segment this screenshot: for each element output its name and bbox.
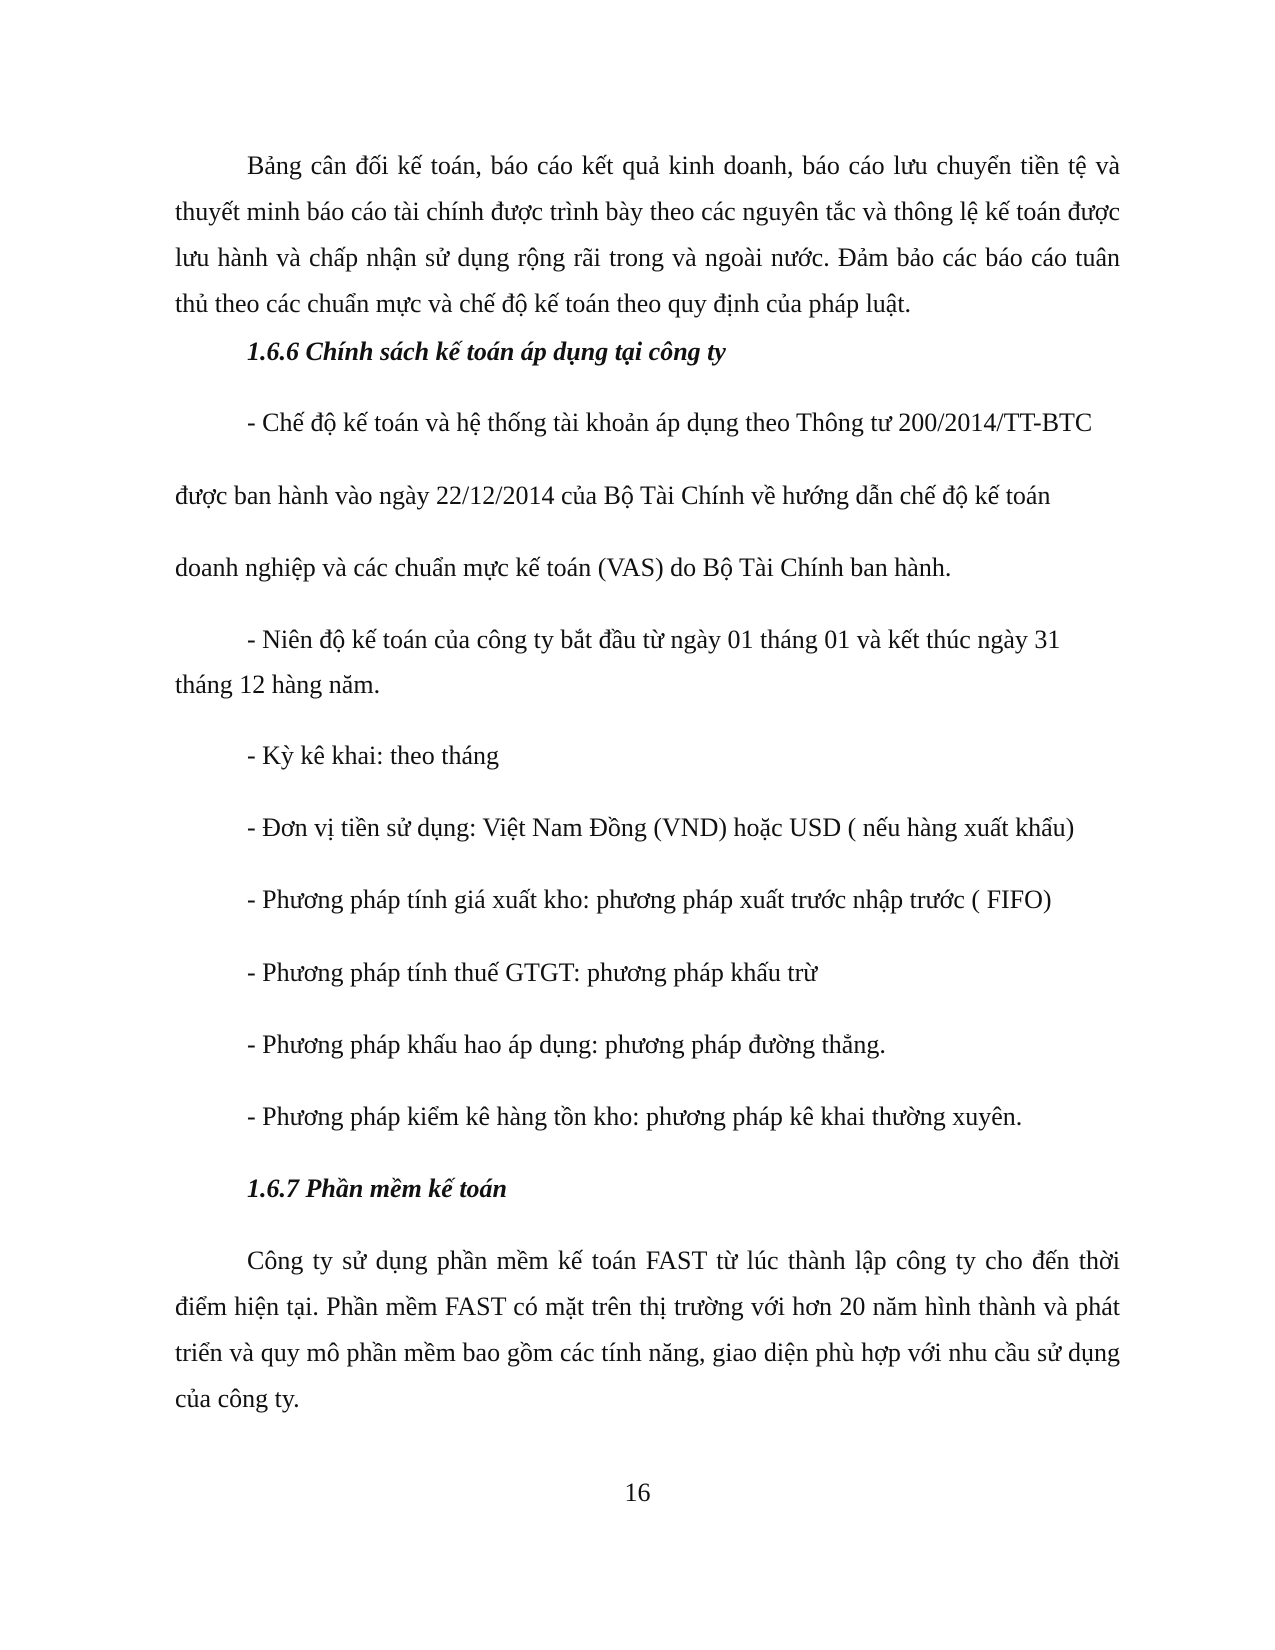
section-heading-1-6-7: 1.6.7 Phần mềm kế toán bbox=[247, 1174, 508, 1203]
list-item-vat-method: - Phương pháp tính thuế GTGT: phương pháp khấu trừ bbox=[247, 958, 818, 987]
fiscal-year-line-1: - Niên độ kế toán của công ty bắt đầu từ ngày 01 tháng 01 và kết thúc ngày 31 bbox=[247, 625, 1061, 654]
intro-paragraph: Bảng cân đối kế toán, báo cáo kết quả kinh doanh, báo cáo lưu chuyển tiền tệ và thuyết minh báo cáo tài chính được trình bày theo các nguyên tắc và thông lệ kế toán được lưu hành và chấp nhận sử dụng rộng rãi trong và ngoài nước. Đảm bảo các báo cáo tuân thủ theo các chuẩn mực và chế độ kế toán theo quy định của pháp luật. bbox=[175, 151, 1120, 318]
page-number: 16 bbox=[624, 1478, 651, 1507]
list-item-depreciation: - Phương pháp khấu hao áp dụng: phương pháp đường thẳng. bbox=[247, 1030, 886, 1059]
section-heading-1-6-6: 1.6.6 Chính sách kế toán áp dụng tại công ty bbox=[247, 337, 726, 366]
policy-regime-line-3: doanh nghiệp và các chuẩn mực kế toán (VAS) do Bộ Tài Chính ban hành. bbox=[175, 553, 952, 582]
list-item-inventory-costing: - Phương pháp tính giá xuất kho: phương pháp xuất trước nhập trước ( FIFO) bbox=[247, 885, 1052, 914]
list-item-currency: - Đơn vị tiền sử dụng: Việt Nam Đồng (VND) hoặc USD ( nếu hàng xuất khẩu) bbox=[247, 813, 1075, 842]
policy-regime-line-1: - Chế độ kế toán và hệ thống tài khoản áp dụng theo Thông tư 200/2014/TT-BTC bbox=[247, 408, 1093, 437]
policy-regime-line-2: được ban hành vào ngày 22/12/2014 của Bộ Tài Chính về hướng dẫn chế độ kế toán bbox=[175, 481, 1051, 510]
software-paragraph: Công ty sử dụng phần mềm kế toán FAST từ lúc thành lập công ty cho đến thời điểm hiện tại. Phần mềm FAST có mặt trên thị trường với hơn 20 năm hình thành và phát triển và quy mô phần mềm bao gồm các tính năng, giao diện phù hợp với nhu cầu sử dụng của công ty. bbox=[175, 1246, 1120, 1413]
list-item-declaration-period: - Kỳ kê khai: theo tháng bbox=[247, 741, 499, 770]
fiscal-year-line-2: tháng 12 hàng năm. bbox=[175, 670, 381, 699]
list-item-inventory-count: - Phương pháp kiểm kê hàng tồn kho: phương pháp kê khai thường xuyên. bbox=[247, 1102, 1023, 1131]
